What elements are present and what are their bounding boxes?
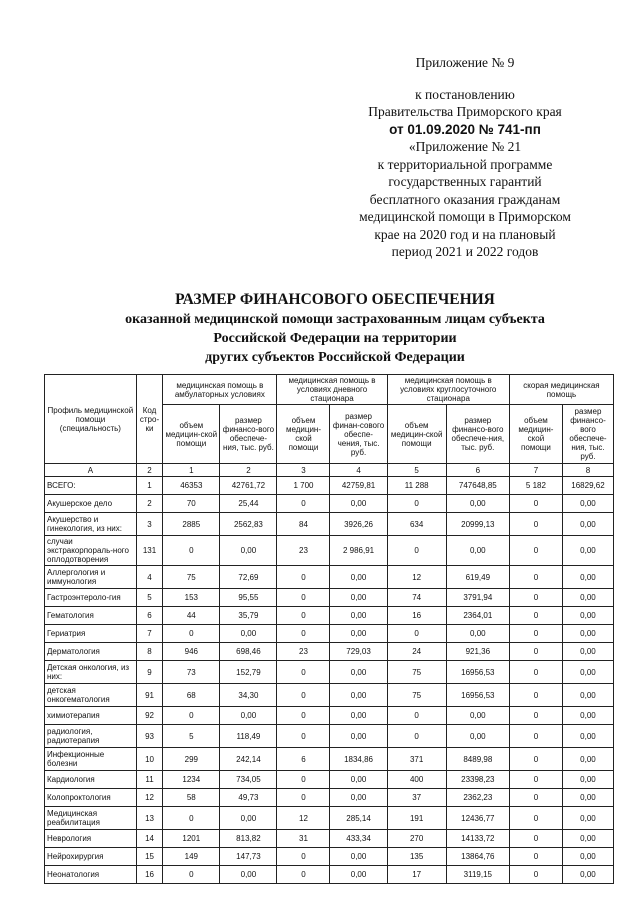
- value-cell: 0,00: [562, 643, 613, 661]
- value-cell: 0: [509, 495, 562, 513]
- value-cell: 0,00: [330, 495, 387, 513]
- value-cell: 1834,86: [330, 748, 387, 771]
- value-cell: 0: [387, 536, 446, 566]
- value-cell: 946: [163, 643, 220, 661]
- header-volume: объем медицин-ской помощи: [509, 405, 562, 464]
- value-cell: 3926,26: [330, 513, 387, 536]
- table-row: [45, 589, 614, 607]
- table-row: [45, 830, 614, 848]
- value-cell: 42759,81: [330, 477, 387, 495]
- table-row: [45, 513, 614, 536]
- profile-cell: радиология, радиотерапия: [45, 725, 137, 748]
- value-cell: 747648,85: [446, 477, 509, 495]
- value-cell: 0: [387, 625, 446, 643]
- table-row: [45, 661, 614, 684]
- code-cell: 4: [136, 566, 163, 589]
- value-cell: 0,00: [562, 513, 613, 536]
- index-cell: 5: [387, 464, 446, 477]
- value-cell: 42761,72: [220, 477, 277, 495]
- value-cell: 0,00: [562, 748, 613, 771]
- value-cell: 0,00: [562, 661, 613, 684]
- index-cell: 1: [163, 464, 220, 477]
- profile-cell: Колопроктология: [45, 789, 137, 807]
- value-cell: 3119,15: [446, 866, 509, 884]
- handwritten-date-number: от 01.09.2020 № 741-пп: [389, 121, 541, 137]
- index-cell: А: [45, 464, 137, 477]
- value-cell: 58: [163, 789, 220, 807]
- value-cell: 14133,72: [446, 830, 509, 848]
- value-cell: 270: [387, 830, 446, 848]
- table-body: [45, 477, 614, 884]
- profile-cell: химиотерапия: [45, 707, 137, 725]
- index-cell: 2: [136, 464, 163, 477]
- code-cell: 5: [136, 589, 163, 607]
- value-cell: 0: [277, 725, 330, 748]
- index-cell: 8: [562, 464, 613, 477]
- value-cell: 0: [509, 748, 562, 771]
- header-financing: размер финансо-вого обеспече-ния, тыс. руб.: [562, 405, 613, 464]
- value-cell: 729,03: [330, 643, 387, 661]
- value-cell: 0,00: [330, 866, 387, 884]
- value-cell: 0: [277, 607, 330, 625]
- value-cell: 84: [277, 513, 330, 536]
- value-cell: 2562,83: [220, 513, 277, 536]
- value-cell: 0,00: [220, 866, 277, 884]
- code-cell: 92: [136, 707, 163, 725]
- value-cell: 0: [387, 707, 446, 725]
- value-cell: 0: [163, 625, 220, 643]
- value-cell: 0,00: [562, 830, 613, 848]
- document-header: [330, 54, 600, 261]
- value-cell: 0,00: [220, 707, 277, 725]
- value-cell: 153: [163, 589, 220, 607]
- profile-cell: случаи экстракорпораль-ного оплодотворения: [45, 536, 137, 566]
- value-cell: 242,14: [220, 748, 277, 771]
- index-cell: 3: [277, 464, 330, 477]
- value-cell: 0: [509, 789, 562, 807]
- value-cell: 0: [387, 495, 446, 513]
- value-cell: 12: [387, 566, 446, 589]
- profile-cell: Гематология: [45, 607, 137, 625]
- value-cell: 0,00: [446, 625, 509, 643]
- value-cell: 0,00: [562, 684, 613, 707]
- value-cell: 31: [277, 830, 330, 848]
- profile-cell: Акушерство и гинекология, из них:: [45, 513, 137, 536]
- profile-cell: Медицинская реабилитация: [45, 807, 137, 830]
- value-cell: 0: [277, 589, 330, 607]
- profile-cell: Неврология: [45, 830, 137, 848]
- header-line: бесплатного оказания гражданам: [369, 191, 561, 207]
- title-sub: других субъектов Российской Федерации: [205, 350, 465, 365]
- value-cell: 0: [509, 607, 562, 625]
- value-cell: 0: [277, 789, 330, 807]
- value-cell: 37: [387, 789, 446, 807]
- value-cell: 433,34: [330, 830, 387, 848]
- code-cell: 15: [136, 848, 163, 866]
- header-line: государственных гарантий: [388, 174, 542, 189]
- value-cell: 734,05: [220, 771, 277, 789]
- value-cell: 25,44: [220, 495, 277, 513]
- value-cell: 0,00: [330, 771, 387, 789]
- value-cell: 12436,77: [446, 807, 509, 830]
- code-cell: 10: [136, 748, 163, 771]
- value-cell: 49,73: [220, 789, 277, 807]
- code-cell: 1: [136, 477, 163, 495]
- header-volume: объем медицин-ской помощи: [277, 405, 330, 464]
- index-cell: 6: [446, 464, 509, 477]
- profile-cell: Инфекционные болезни: [45, 748, 137, 771]
- table-row: [45, 807, 614, 830]
- header-line: крае на 2020 год и на плановый: [374, 226, 556, 242]
- value-cell: 0: [163, 866, 220, 884]
- header-financing: размер финансо-вого обеспече-ния, тыс. руб.: [446, 405, 509, 464]
- value-cell: 147,73: [220, 848, 277, 866]
- profile-cell: Кардиология: [45, 771, 137, 789]
- value-cell: 0,00: [220, 807, 277, 830]
- table-row: [45, 643, 614, 661]
- header-line: «Приложение № 21: [408, 139, 522, 154]
- code-cell: 6: [136, 607, 163, 625]
- value-cell: 16829,62: [562, 477, 613, 495]
- header-financing: размер финансо-вого обеспече-ния, тыс. руб.: [220, 405, 277, 464]
- value-cell: 0: [509, 643, 562, 661]
- title-sub: Российской Федерации на территории: [213, 331, 457, 346]
- value-cell: 0: [277, 495, 330, 513]
- table-row: [45, 566, 614, 589]
- value-cell: 12: [277, 807, 330, 830]
- code-cell: 131: [136, 536, 163, 566]
- value-cell: 0,00: [562, 771, 613, 789]
- financing-table: [44, 374, 614, 884]
- value-cell: 0: [163, 807, 220, 830]
- value-cell: 0,00: [220, 536, 277, 566]
- table-row: [45, 477, 614, 495]
- header-line: Правительства Приморского края: [368, 104, 562, 119]
- header-group-round-clock: медицинская помощь в условиях круглосуточного стационара: [387, 375, 509, 405]
- value-cell: 0: [509, 625, 562, 643]
- code-cell: 91: [136, 684, 163, 707]
- value-cell: 299: [163, 748, 220, 771]
- value-cell: 0,00: [446, 536, 509, 566]
- profile-cell: Гериатрия: [45, 625, 137, 643]
- profile-cell: Дерматология: [45, 643, 137, 661]
- value-cell: 0,00: [330, 725, 387, 748]
- value-cell: 0,00: [220, 625, 277, 643]
- value-cell: 1 700: [277, 477, 330, 495]
- title-sub: оказанной медицинской помощи застрахованным лицам субъекта: [125, 312, 545, 327]
- header-group-ambulatory: медицинская помощь в амбулаторных условиях: [163, 375, 277, 405]
- value-cell: 1201: [163, 830, 220, 848]
- value-cell: 285,14: [330, 807, 387, 830]
- table-row: [45, 684, 614, 707]
- profile-cell: Неонатология: [45, 866, 137, 884]
- code-cell: 93: [136, 725, 163, 748]
- value-cell: 0: [163, 707, 220, 725]
- value-cell: 0,00: [562, 725, 613, 748]
- value-cell: 70: [163, 495, 220, 513]
- value-cell: 371: [387, 748, 446, 771]
- value-cell: 0: [163, 536, 220, 566]
- value-cell: 1234: [163, 771, 220, 789]
- value-cell: 75: [163, 566, 220, 589]
- value-cell: 20999,13: [446, 513, 509, 536]
- header-line: период 2021 и 2022 годов: [391, 244, 539, 259]
- table-row: [45, 725, 614, 748]
- value-cell: 23: [277, 536, 330, 566]
- table-row: [45, 866, 614, 884]
- header-code: Код стро-ки: [136, 375, 163, 464]
- table-row: [45, 789, 614, 807]
- header-line: к территориальной программе: [377, 156, 553, 172]
- index-cell: 2: [220, 464, 277, 477]
- value-cell: 0,00: [330, 607, 387, 625]
- code-cell: 3: [136, 513, 163, 536]
- index-cell: 7: [509, 464, 562, 477]
- value-cell: 5 182: [509, 477, 562, 495]
- value-cell: 0,00: [330, 625, 387, 643]
- value-cell: 0: [509, 589, 562, 607]
- value-cell: 0: [509, 684, 562, 707]
- value-cell: 0,00: [330, 684, 387, 707]
- value-cell: 75: [387, 661, 446, 684]
- value-cell: 17: [387, 866, 446, 884]
- code-cell: 7: [136, 625, 163, 643]
- value-cell: 0,00: [330, 848, 387, 866]
- header-line: медицинской помощи в Приморском: [359, 209, 571, 224]
- value-cell: 0,00: [330, 707, 387, 725]
- header-line: к постановлению: [415, 86, 515, 102]
- value-cell: 0: [277, 684, 330, 707]
- value-cell: 72,69: [220, 566, 277, 589]
- value-cell: 0: [277, 707, 330, 725]
- header-volume: объем медицин-ской помощи: [163, 405, 220, 464]
- profile-cell: Акушерское дело: [45, 495, 137, 513]
- value-cell: 0: [509, 566, 562, 589]
- value-cell: 634: [387, 513, 446, 536]
- value-cell: 16: [387, 607, 446, 625]
- value-cell: 74: [387, 589, 446, 607]
- profile-cell: Аллергология и иммунология: [45, 566, 137, 589]
- value-cell: 6: [277, 748, 330, 771]
- value-cell: 0,00: [330, 661, 387, 684]
- table-row: [45, 495, 614, 513]
- value-cell: 23: [277, 643, 330, 661]
- value-cell: 16956,53: [446, 661, 509, 684]
- value-cell: 73: [163, 661, 220, 684]
- profile-cell: Детская онкология, из них:: [45, 661, 137, 684]
- value-cell: 95,55: [220, 589, 277, 607]
- value-cell: 0,00: [562, 789, 613, 807]
- value-cell: 0: [277, 771, 330, 789]
- table-row: [45, 771, 614, 789]
- value-cell: 0,00: [562, 566, 613, 589]
- value-cell: 0: [387, 725, 446, 748]
- appendix-number: Приложение № 9: [415, 55, 515, 70]
- profile-cell: Нейрохирургия: [45, 848, 137, 866]
- value-cell: 8489,98: [446, 748, 509, 771]
- profile-cell: Гастроэнтероло-гия: [45, 589, 137, 607]
- value-cell: 813,82: [220, 830, 277, 848]
- code-cell: 9: [136, 661, 163, 684]
- value-cell: 118,49: [220, 725, 277, 748]
- value-cell: 68: [163, 684, 220, 707]
- code-cell: 13: [136, 807, 163, 830]
- document-title: [60, 290, 610, 367]
- header-volume: объем медицин-ской помощи: [387, 405, 446, 464]
- value-cell: 0,00: [562, 848, 613, 866]
- value-cell: 2362,23: [446, 789, 509, 807]
- value-cell: 0,00: [562, 607, 613, 625]
- value-cell: 24: [387, 643, 446, 661]
- value-cell: 0,00: [330, 589, 387, 607]
- value-cell: 35,79: [220, 607, 277, 625]
- value-cell: 0: [509, 513, 562, 536]
- value-cell: 0: [509, 848, 562, 866]
- value-cell: 0,00: [562, 589, 613, 607]
- value-cell: 152,79: [220, 661, 277, 684]
- value-cell: 619,49: [446, 566, 509, 589]
- value-cell: 16956,53: [446, 684, 509, 707]
- index-cell: 4: [330, 464, 387, 477]
- value-cell: 0,00: [562, 707, 613, 725]
- value-cell: 0: [277, 566, 330, 589]
- code-cell: 8: [136, 643, 163, 661]
- value-cell: 0: [277, 625, 330, 643]
- value-cell: 0: [509, 707, 562, 725]
- value-cell: 921,36: [446, 643, 509, 661]
- code-cell: 2: [136, 495, 163, 513]
- value-cell: 0: [509, 771, 562, 789]
- value-cell: 13864,76: [446, 848, 509, 866]
- value-cell: 149: [163, 848, 220, 866]
- value-cell: 2364,01: [446, 607, 509, 625]
- value-cell: 0,00: [446, 495, 509, 513]
- table-row: [45, 536, 614, 566]
- value-cell: 0: [277, 866, 330, 884]
- value-cell: 0,00: [562, 495, 613, 513]
- profile-cell: детская онкогематология: [45, 684, 137, 707]
- header-group-emergency: скорая медицинская помощь: [509, 375, 613, 405]
- value-cell: 0: [509, 536, 562, 566]
- header-financing: размер финан-сового обеспе-чения, тыс. руб.: [330, 405, 387, 464]
- value-cell: 698,46: [220, 643, 277, 661]
- value-cell: 0: [277, 661, 330, 684]
- value-cell: 0: [509, 830, 562, 848]
- value-cell: 135: [387, 848, 446, 866]
- value-cell: 0,00: [562, 866, 613, 884]
- value-cell: 0,00: [562, 625, 613, 643]
- value-cell: 75: [387, 684, 446, 707]
- value-cell: 0,00: [562, 536, 613, 566]
- header-group-day-hospital: медицинская помощь в условиях дневного стационара: [277, 375, 387, 405]
- table-row: [45, 625, 614, 643]
- code-cell: 14: [136, 830, 163, 848]
- value-cell: 0,00: [330, 566, 387, 589]
- value-cell: 0: [509, 725, 562, 748]
- value-cell: 0: [509, 866, 562, 884]
- value-cell: 5: [163, 725, 220, 748]
- profile-cell: ВСЕГО:: [45, 477, 137, 495]
- value-cell: 11 288: [387, 477, 446, 495]
- table-row: [45, 848, 614, 866]
- value-cell: 34,30: [220, 684, 277, 707]
- table-row: [45, 707, 614, 725]
- value-cell: 400: [387, 771, 446, 789]
- table-row: [45, 748, 614, 771]
- value-cell: 0: [509, 807, 562, 830]
- value-cell: 44: [163, 607, 220, 625]
- table-row: [45, 607, 614, 625]
- value-cell: 23398,23: [446, 771, 509, 789]
- value-cell: 3791,94: [446, 589, 509, 607]
- value-cell: 0,00: [446, 725, 509, 748]
- value-cell: 191: [387, 807, 446, 830]
- value-cell: 46353: [163, 477, 220, 495]
- value-cell: 0,00: [562, 807, 613, 830]
- code-cell: 16: [136, 866, 163, 884]
- code-cell: 12: [136, 789, 163, 807]
- value-cell: 0,00: [446, 707, 509, 725]
- value-cell: 2885: [163, 513, 220, 536]
- header-profile: Профиль медицинской помощи (специальность): [45, 375, 137, 464]
- value-cell: 0: [509, 661, 562, 684]
- value-cell: 0: [277, 848, 330, 866]
- value-cell: 2 986,91: [330, 536, 387, 566]
- code-cell: 11: [136, 771, 163, 789]
- title-main: РАЗМЕР ФИНАНСОВОГО ОБЕСПЕЧЕНИЯ: [175, 291, 495, 308]
- value-cell: 0,00: [330, 789, 387, 807]
